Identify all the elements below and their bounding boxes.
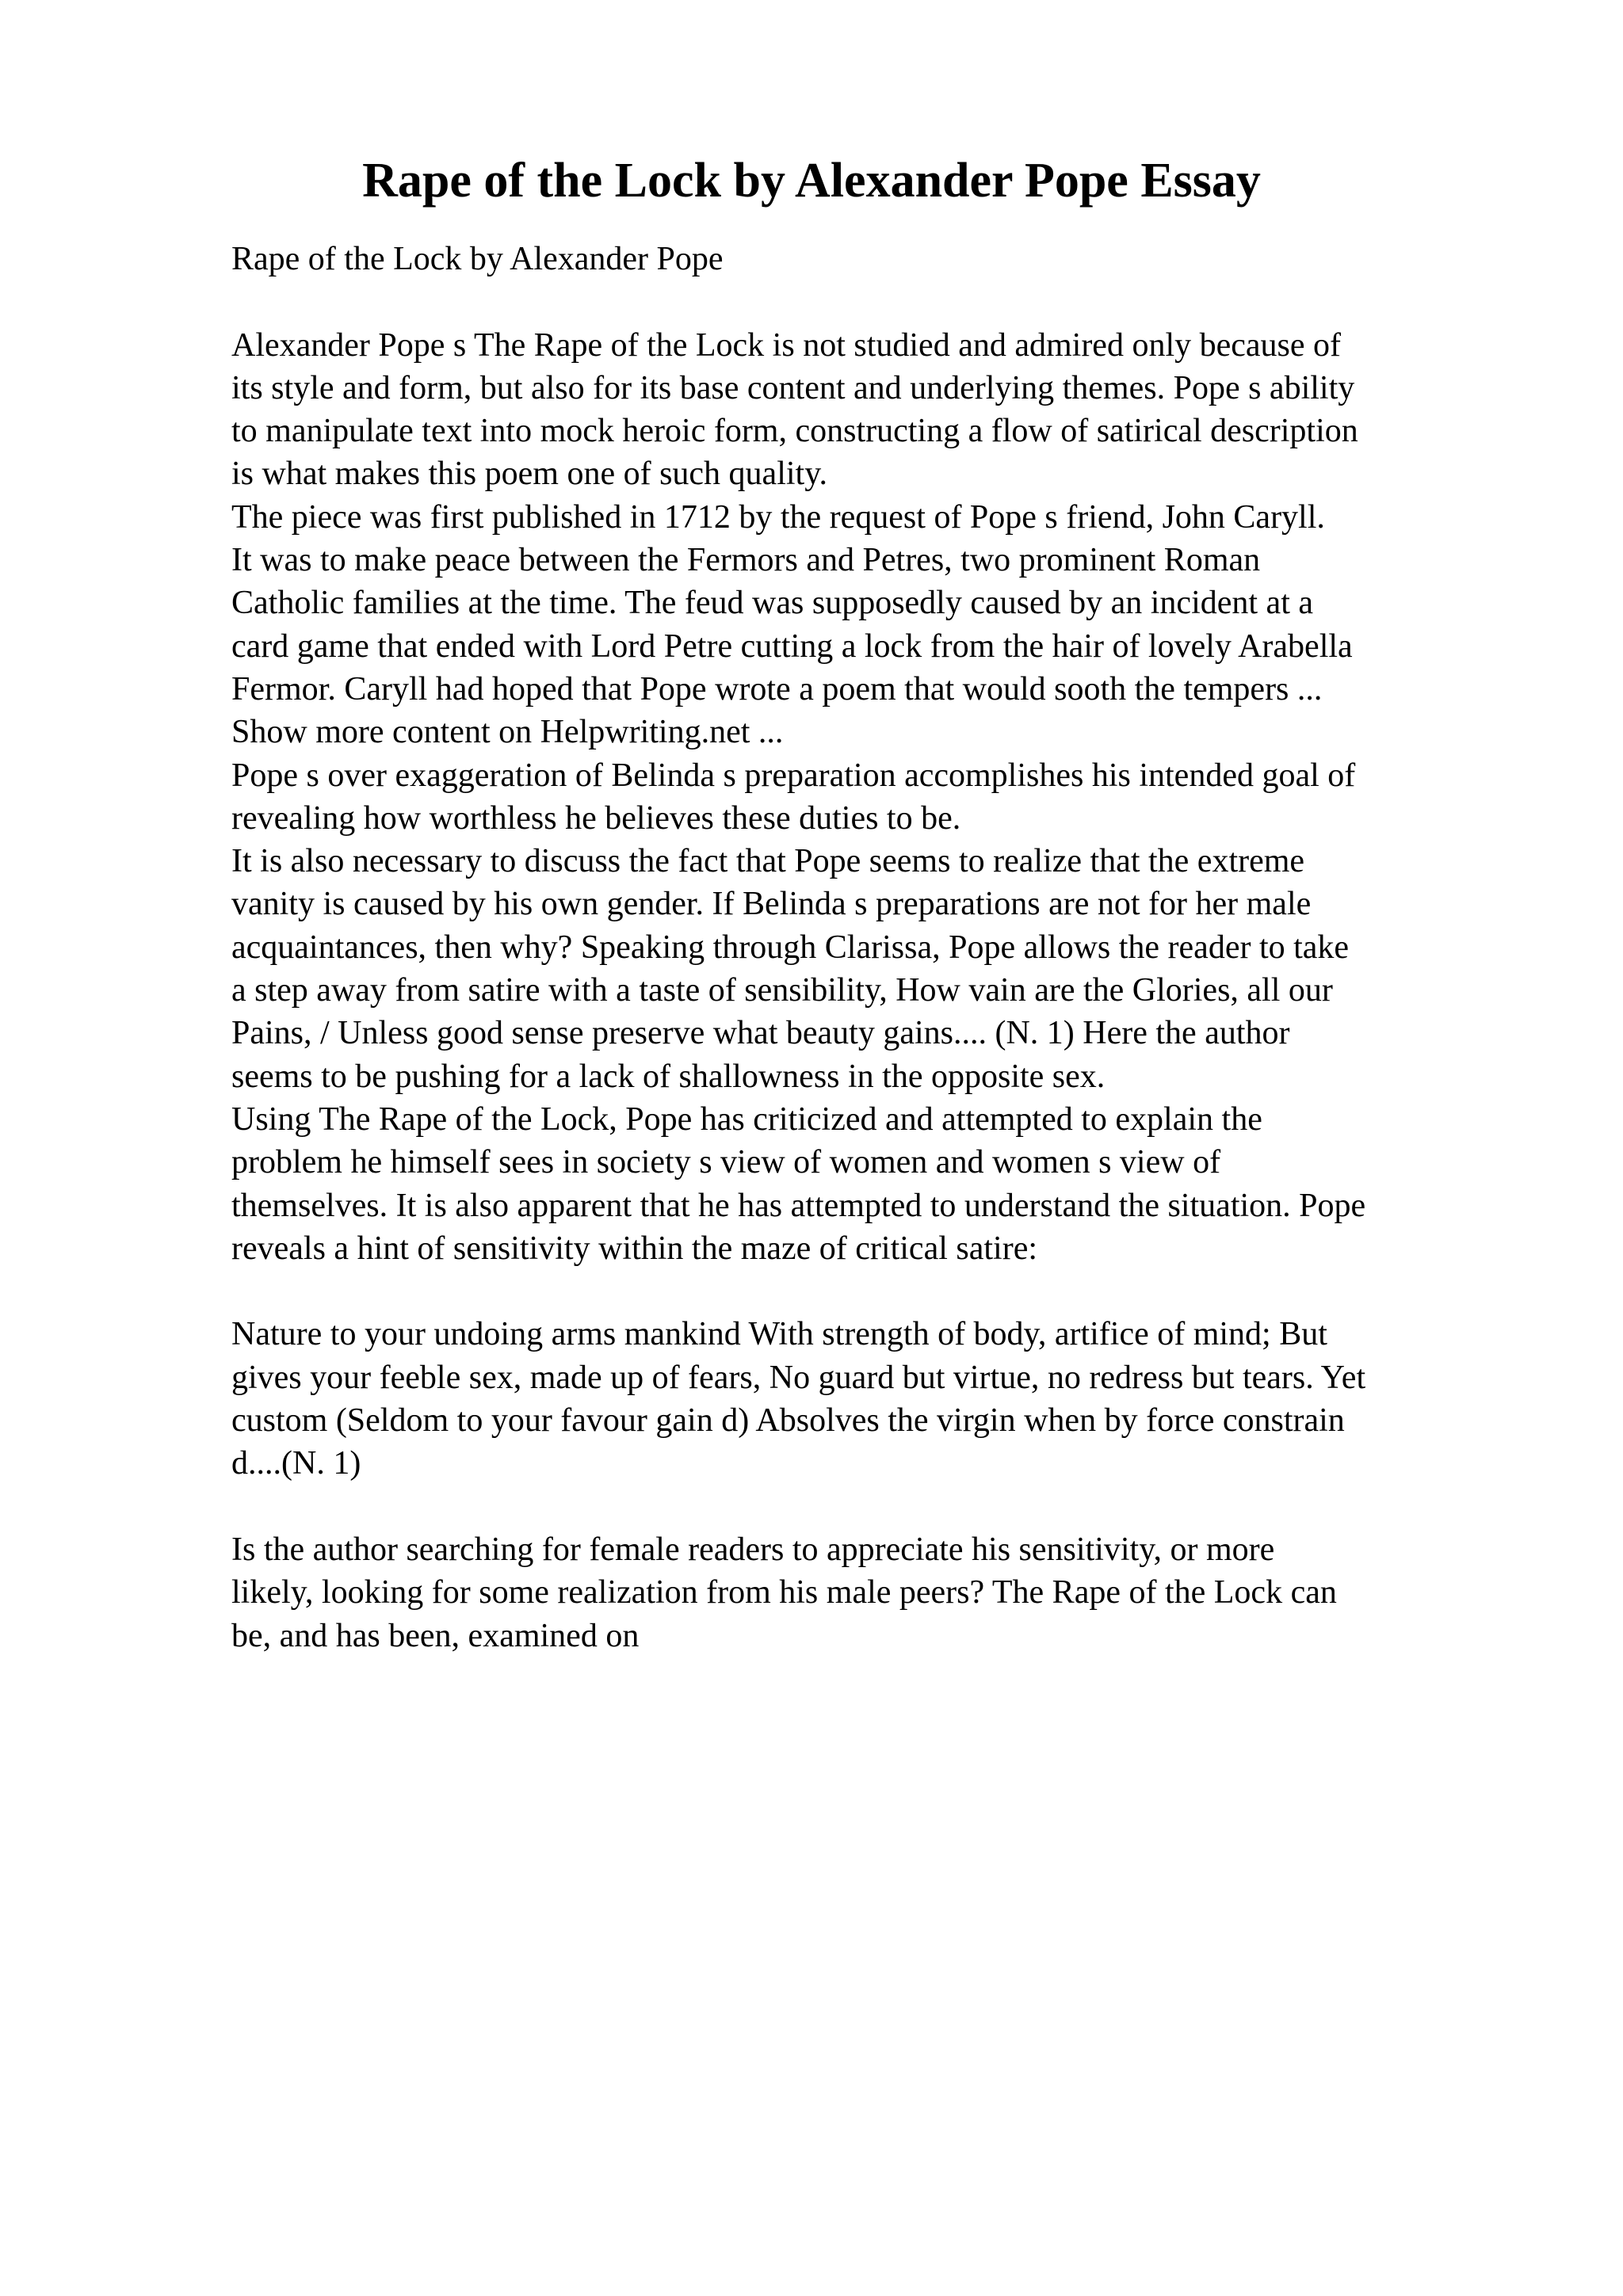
text-line: Fermor. Caryll had hoped that Pope wrote a poem that would sooth the tempers ... xyxy=(231,670,1323,707)
page-title: Rape of the Lock by Alexander Pope Essay xyxy=(362,154,1261,208)
text-line: is what makes this poem one of such quality. xyxy=(231,456,827,493)
text-line: Using The Rape of the Lock, Pope has criticized and attempted to explain the xyxy=(231,1100,1262,1138)
text-line: Alexander Pope s The Rape of the Lock is not studied and admired only because of xyxy=(231,326,1342,364)
text-line: revealing how worthless he believes these duties to be. xyxy=(231,799,961,837)
text-line: Is the author searching for female readers to appreciate his sensitivity, or more xyxy=(231,1531,1275,1568)
text-line: likely, looking for some realization from his male peers? The Rape of the Lock can xyxy=(231,1574,1337,1611)
text-line: It was to make peace between the Fermors and Petres, two prominent Roman xyxy=(231,542,1261,579)
text-line: It is also necessary to discuss the fact that Pope seems to realize that the extreme xyxy=(231,843,1305,880)
paragraph-society xyxy=(231,1098,1547,1270)
text-line: Pope s over exaggeration of Belinda s preparation accomplishes his intended goal of xyxy=(231,757,1356,794)
paragraph-spacer xyxy=(231,280,1547,323)
subtitle: Rape of the Lock by Alexander Pope xyxy=(231,241,724,277)
text-line: themselves. It is also apparent that he has attempted to understand the situation. Pope xyxy=(231,1187,1366,1224)
show-more-note xyxy=(231,711,1547,753)
paragraph-vanity xyxy=(231,840,1547,1098)
text-line: vanity is caused by his own gender. If Belinda s preparations are not for her male xyxy=(231,886,1312,923)
text-line: problem he himself sees in society s view of women and women s view of xyxy=(231,1144,1221,1181)
paragraph-spacer xyxy=(231,1270,1547,1313)
text-line: custom (Seldom to your favour gain d) Absolves the virgin when by force constrain xyxy=(231,1402,1345,1440)
text-line: its style and form, but also for its base content and underlying themes. Pope s ability xyxy=(231,369,1355,406)
text-line: Nature to your undoing arms mankind With strength of body, artifice of mind; But xyxy=(231,1316,1327,1353)
paragraph-preparation xyxy=(231,754,1547,841)
text-line: a step away from satire with a taste of sensibility, How vain are the Glories, all our xyxy=(231,972,1333,1009)
text-line: The piece was first published in 1712 by the request of Pope s friend, John Caryll. xyxy=(231,498,1325,536)
text-line: Show more content on Helpwriting.net ... xyxy=(231,714,784,751)
text-line: be, and has been, examined on xyxy=(231,1617,640,1654)
text-line: gives your feeble sex, made up of fears, No guard but virtue, no redress but tears. Yet xyxy=(231,1359,1366,1396)
poem-quote xyxy=(231,1313,1547,1485)
text-line: to manipulate text into mock heroic form, constructing a flow of satirical description xyxy=(231,413,1358,450)
text-line: Pains, / Unless good sense preserve what beauty gains.... (N. 1) Here the author xyxy=(231,1015,1290,1052)
text-line: Catholic families at the time. The feud was supposedly caused by an incident at a xyxy=(231,585,1313,622)
paragraph-history xyxy=(231,496,1547,711)
text-line: reveals a hint of sensitivity within the maze of critical satire: xyxy=(231,1230,1038,1267)
text-line: seems to be pushing for a lack of shallowness in the opposite sex. xyxy=(231,1058,1106,1095)
text-line: card game that ended with Lord Petre cutting a lock from the hair of lovely Arabella xyxy=(231,627,1353,665)
text-line: d....(N. 1) xyxy=(231,1445,361,1482)
text-line: acquaintances, then why? Speaking through Clarissa, Pope allows the reader to take xyxy=(231,929,1350,966)
paragraph-closing xyxy=(231,1528,1547,1657)
paragraph-spacer xyxy=(231,1486,1547,1528)
essay-body xyxy=(231,238,1547,1657)
paragraph-intro xyxy=(231,324,1547,496)
